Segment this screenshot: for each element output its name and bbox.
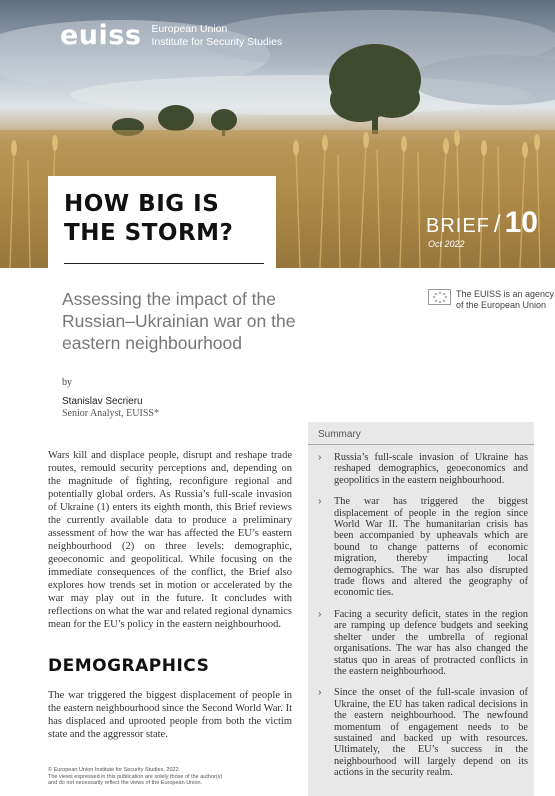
- copyright-line-2: The views expressed in this publication are solely those of the author(s): [48, 773, 223, 780]
- demographics-paragraph: The war triggered the biggest displacement of people in the eastern neighbourhood since the Second World War. It has displaced and uprooted people from both the victim state and the aggressor state.: [48, 690, 292, 740]
- title-line-1: HOW BIG IS: [64, 191, 220, 217]
- author-role: Senior Analyst, EUISS*: [62, 408, 159, 419]
- brand-mark: euiss: [60, 20, 142, 51]
- eu-agency-note: [428, 289, 554, 311]
- summary-item-text: Facing a security deficit, states in the region are ramping up defence budgets and seeking shelter under the umbrella of regional organisations. The war has also changed the status quo in areas of protracted conflicts in the eastern neighbourhood.: [334, 608, 528, 677]
- brief-word: BRIEF: [426, 215, 490, 237]
- eu-flag-icon: [428, 289, 451, 305]
- chevron-right-icon: ›: [318, 496, 322, 508]
- copyright-note: [48, 767, 308, 787]
- author-name: Stanislav Secrieru: [62, 396, 143, 407]
- agency-text: [456, 289, 554, 311]
- subtitle: Assessing the impact of the Russian–Ukrainian war on the eastern neighbourhood: [62, 289, 296, 353]
- title-line-2: THE STORM?: [64, 220, 234, 246]
- intro-paragraph: Wars kill and displace people, disrupt and reshape trade routes, remould security perceptions and, depending on the magnitude of fighting, reconfigure regional and potentially global orders. As Russia’s full-scale invasion of Ukraine (1) enters its eighth month, this Brief reviews the currently available data to produce a preliminary assessment of how the war has affected the EU’s eastern neighbourhood (2) on three levels: demographic, geoeconomic and geopolitical. While focusing on the immediate consequences of the conflict, the Brief also explores how trends set in motion or accelerated by the war may play out in the future. It concludes with reflections on what the war and related regional dynamics mean for the EU’s policy in the eastern neighbourhood.: [48, 450, 292, 630]
- copyright-line-1: © European Union Institute for Security Studies, 2022.: [48, 767, 181, 773]
- summary-item: [318, 687, 528, 778]
- summary-item-text: Russia’s full-scale invasion of Ukraine has reshaped demographics, geoeconomics and geopolitics in the eastern neighbourhood.: [334, 452, 528, 486]
- summary-item-text: The war has triggered the biggest displacement of people in the region since World War II. The humanitarian crisis has been accompanied by upheavals which are bound to change patterns of economic migration, thereby impacting local demographics. The war has also disrupted trade flows and altered the geography of economic ties.: [334, 496, 528, 599]
- brief-date: Oct 2022: [428, 239, 465, 249]
- brief-number: 10: [504, 206, 538, 239]
- brief-label: [426, 206, 538, 240]
- summary-divider: [308, 444, 534, 445]
- title-box: [48, 176, 276, 268]
- euiss-logo[interactable]: [60, 20, 282, 51]
- brand-name: [151, 23, 282, 48]
- copyright-line-3: and do not necessarily reflect the views of the European Union.: [48, 780, 203, 786]
- summary-item-text: Since the onset of the full-scale invasion of Ukraine, the EU has taken radical decisions in the eastern neighbourhood. The newfound momentum of engagement needs to be sustained and backed up with resources. Ultimately, the EU’s success in the neighbourhood will largely depend on its actions in the security realm.: [334, 687, 528, 779]
- chevron-right-icon: ›: [318, 687, 322, 699]
- agency-line-1: The EUISS is an agency: [456, 289, 555, 299]
- summary-list: [318, 452, 528, 789]
- byline-by: by: [62, 377, 72, 388]
- summary-title: Summary: [318, 429, 361, 440]
- chevron-right-icon: ›: [318, 452, 322, 463]
- brief-slash: /: [493, 211, 501, 238]
- summary-box: [308, 422, 534, 796]
- section-heading-demographics: DEMOGRAPHICS: [48, 656, 210, 676]
- title-divider: [64, 263, 264, 264]
- chevron-right-icon: ›: [318, 608, 322, 620]
- summary-item: [318, 496, 528, 599]
- brand-line-2: Institute for Security Studies: [151, 35, 283, 48]
- summary-item: [318, 452, 528, 486]
- summary-item: [318, 609, 528, 677]
- brand-line-1: European Union: [151, 23, 228, 35]
- agency-line-2: of the European Union: [456, 300, 547, 310]
